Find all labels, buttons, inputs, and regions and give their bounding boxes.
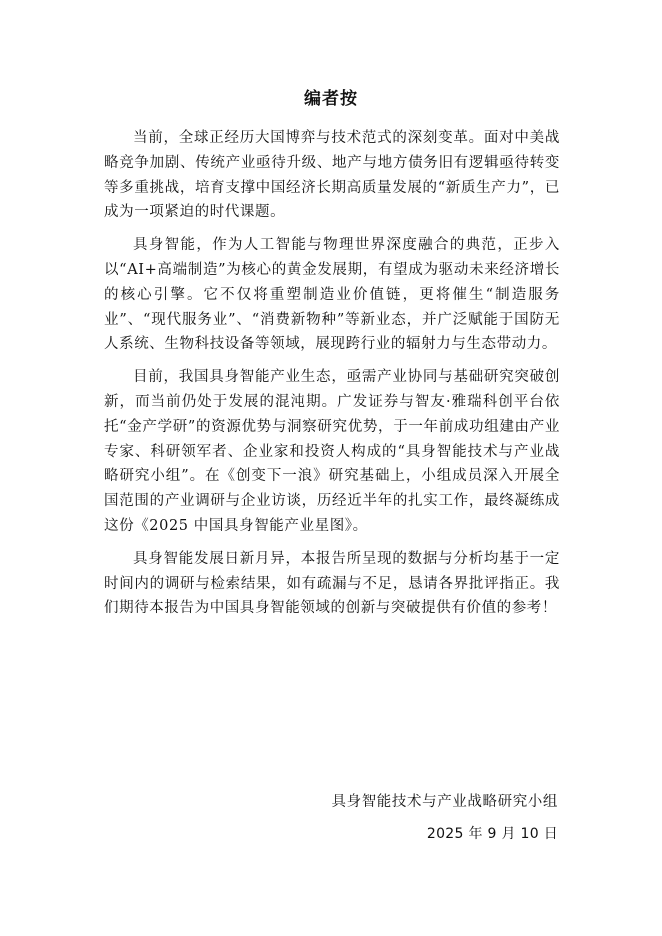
signature: 具身智能技术与产业战略研究小组 <box>331 794 558 810</box>
page-title: 编者按 <box>304 89 358 109</box>
paragraph-3: 目前，我国具身智能产业生态，亟需产业协同与基础研究突破创新，而当前仍处于发展的混沌期。广发证券与智友·雅瑞科创平台依托“金产学研”的资源优势与洞察研究优势，于一年前成功组建由产业专家、科研领军者、企业家和投资人构成的“具身智能技术与产业战略研究小组”。在《创变下一浪》研究基础上，小组成员深入开展全国范围的产业调研与企业访谈，历经近半年的扎实工作，最终凝练成这份《2025 中国具身智能产业星图》。 <box>104 369 560 534</box>
date: 2025 年 9 月 10 日 <box>426 826 558 842</box>
paragraph-2: 具身智能，作为人工智能与物理世界深度融合的典范，正步入以“AI+高端制造”为核心的黄金发展期，有望成为驱动未来经济增长的核心引擎。它不仅将重塑制造业价值链，更将催生“制造服务业”、“现代服务业”、“消费新物种”等新业态，并广泛赋能于国防无人系统、生物科技设备等领域，展现跨行业的辐射力与生态带动力。 <box>104 237 560 353</box>
paragraph-1: 当前，全球正经历大国博弈与技术范式的深刻变革。面对中美战略竞争加剧、传统产业亟待升级、地产与地方债务旧有逻辑亟待转变等多重挑战，培育支撑中国经济长期高质量发展的“新质生产力”，已成为一项紧迫的时代课题。 <box>104 130 560 221</box>
paragraph-4: 具身智能发展日新月异，本报告所呈现的数据与分析均基于一定时间内的调研与检索结果，如有疏漏与不足，恳请各界批评指正。我们期待本报告为中国具身智能领域的创新与突破提供有价值的参考！ <box>104 550 560 617</box>
document-body <box>104 126 560 629</box>
